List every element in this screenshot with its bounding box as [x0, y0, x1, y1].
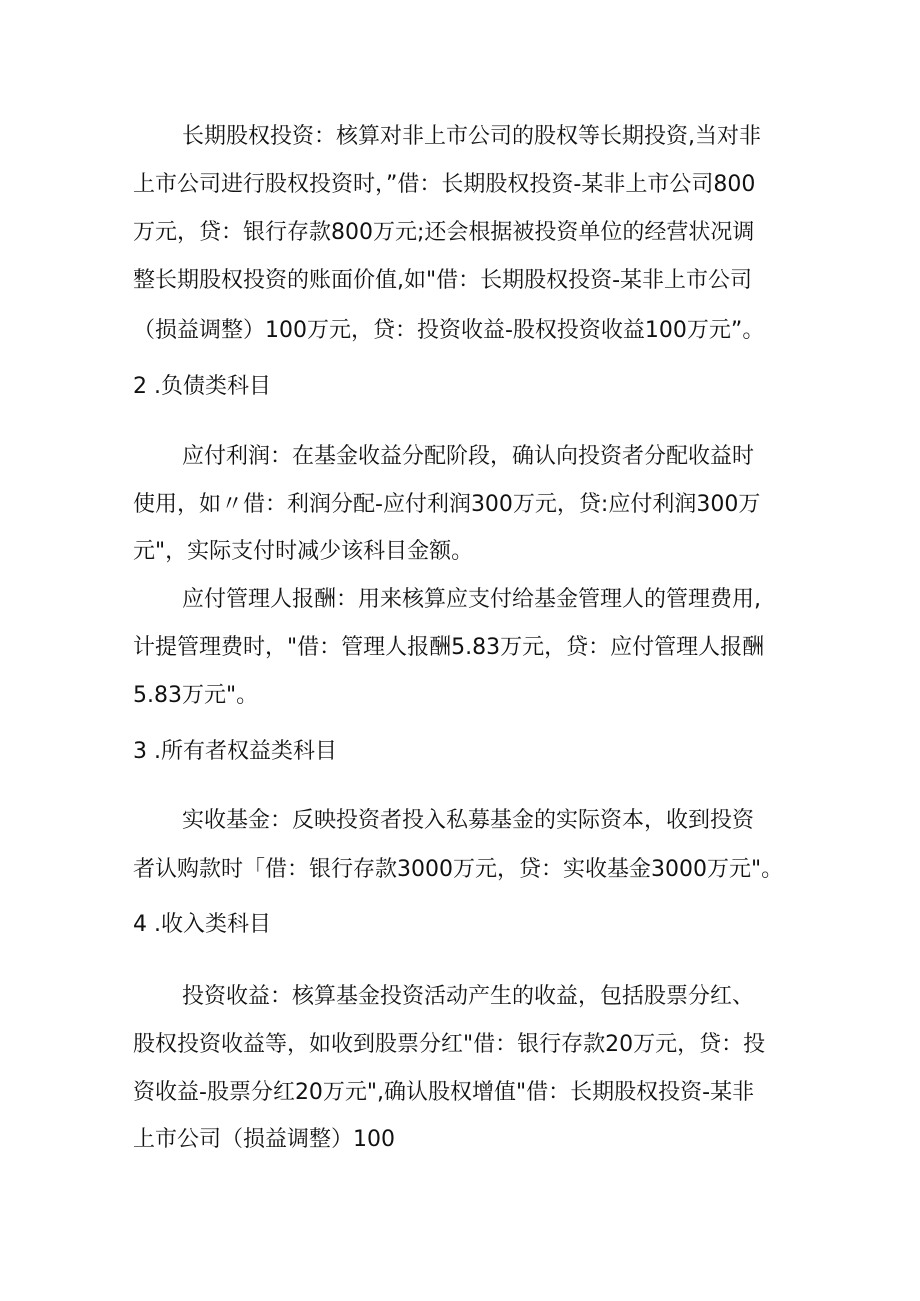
paragraph-line: 者认购款时「借：银行存款3000万元，贷：实收基金3000万元"。 — [133, 857, 784, 882]
paragraph-line: 使用，如〃借：利润分配-应付利润300万元，贷:应付利润300万 — [133, 492, 761, 517]
paragraph-line: 应付利润：在基金收益分配阶段，确认向投资者分配收益时 — [182, 444, 755, 469]
paragraph-line: 5.83万元"。 — [133, 683, 259, 708]
section-heading: 3 .所有者权益类科目 — [133, 739, 337, 764]
paragraph-line: 实收基金：反映投资者投入私募基金的实际资本，收到投资 — [182, 808, 755, 833]
paragraph-line: 万元，贷：银行存款800万元;还会根据被投资单位的经营状况调 — [133, 220, 755, 245]
paragraph-line: 资收益-股票分红20万元",确认股权增值"借：长期股权投资-某非 — [133, 1080, 755, 1105]
paragraph-line: 计提管理费时，"借：管理人报酬5.83万元，贷：应付管理人报酬 — [133, 635, 765, 660]
paragraph-line: 上市公司（损益调整）100 — [133, 1127, 395, 1152]
paragraph-line: 投资收益：核算基金投资活动产生的收益，包括股票分红、 — [182, 984, 755, 1009]
paragraph-line: 元"，实际支付时减少该科目金额。 — [133, 539, 474, 564]
paragraph-line: 应付管理人报酬：用来核算应支付给基金管理人的管理费用, — [182, 587, 761, 612]
paragraph-line: 上市公司进行股权投资时，”借：长期股权投资-某非上市公司800 — [133, 172, 756, 197]
section-heading: 4 .收入类科目 — [133, 912, 271, 937]
paragraph-line: （损益调整）100万元，贷：投资收益-股权投资收益100万元”。 — [133, 318, 765, 343]
paragraph-line: 整长期股权投资的账面价值,如"借：长期股权投资-某非上市公司 — [133, 268, 753, 293]
paragraph-line: 股权投资收益等，如收到股票分红"借：银行存款20万元，贷：投 — [133, 1032, 766, 1057]
paragraph-line: 长期股权投资：核算对非上市公司的股权等长期投资,当对非 — [182, 124, 761, 149]
section-heading: 2 .负债类科目 — [133, 374, 271, 399]
